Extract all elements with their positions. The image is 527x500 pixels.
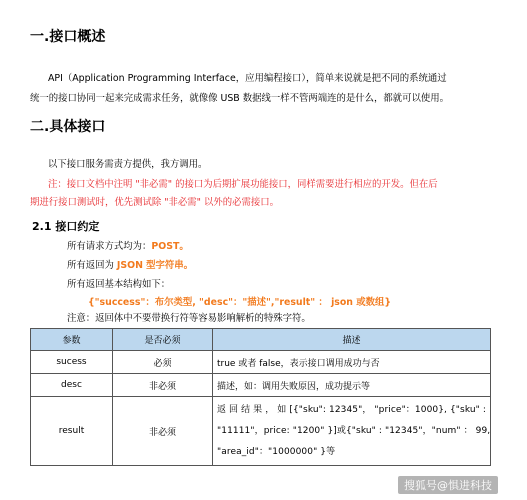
section2-note-line1: 注：接口文档中注明 "非必需" 的接口为后期扩展功能接口，同样需要进行相应的开发。但在后: [48, 179, 438, 190]
section1-para-line1: API（Application Programming Interface，应用编程接口），简单来说就是把不同的系统通过: [48, 73, 447, 84]
table-row: [31, 351, 491, 374]
cell-param: result: [31, 397, 113, 466]
cell-required: 非必须: [113, 397, 213, 466]
header-required: 是否必须: [113, 329, 213, 351]
api-table: [30, 328, 491, 466]
cell-param: sucess: [31, 351, 113, 374]
table-header-row: [31, 329, 491, 351]
subsection-heading: 2.1 接口约定: [32, 220, 100, 233]
section2-intro: 以下接口服务需责方提供，我方调用。: [48, 159, 208, 170]
desc-line: 返 回 结 果 ， 如 [{"sku": 12345"， "price"：1000}, {"sku" :: [217, 404, 486, 415]
section2-note-line2: 期进行接口测试时，优先测试除 "非必需" 以外的必需接口。: [30, 197, 279, 208]
cell-desc: [213, 397, 491, 466]
section1-para-line2: 统一的接口协同一起来完成需求任务，就像像 USB 数据线一样不管两端连的是什么，都就可以使用。: [30, 93, 449, 104]
header-param: 参数: [31, 329, 113, 351]
desc-line: "area_id"："1000000" }等: [217, 446, 336, 457]
return-prefix: 所有返回为: [67, 260, 117, 271]
return-value: JSON 型字符串。: [116, 260, 194, 271]
section1-heading: 一.接口概述: [30, 29, 106, 45]
return-line: [67, 259, 193, 272]
structure-value: {"success"：布尔类型, "desc"："描述","result" ： json 或数组}: [88, 297, 392, 308]
table-row: [31, 397, 491, 466]
method-value: POST。: [151, 241, 189, 252]
desc-line: "11111"，price: "1200" }]或{"sku" : "12345"，"num" ： 99,: [217, 425, 491, 436]
header-desc: 描述: [213, 329, 491, 351]
method-prefix: 所有请求方式均为：: [67, 241, 152, 252]
cell-desc: true 或者 false，表示接口调用成功与否: [213, 351, 491, 374]
cell-required: 必须: [113, 351, 213, 374]
table-row: [31, 374, 491, 397]
cell-desc: 描述，如：调用失败原因，成功提示等: [213, 374, 491, 397]
subsection-note: 注意：返回体中不要带换行符等容易影响解析的特殊字符。: [67, 313, 311, 324]
cell-required: 非必须: [113, 374, 213, 397]
method-line: [67, 240, 189, 253]
cell-param: desc: [31, 374, 113, 397]
structure-label: 所有返回基本结构如下：: [67, 279, 171, 290]
watermark: 搜狐号@惧进科技: [398, 476, 498, 494]
section2-heading: 二.具体接口: [30, 119, 106, 135]
